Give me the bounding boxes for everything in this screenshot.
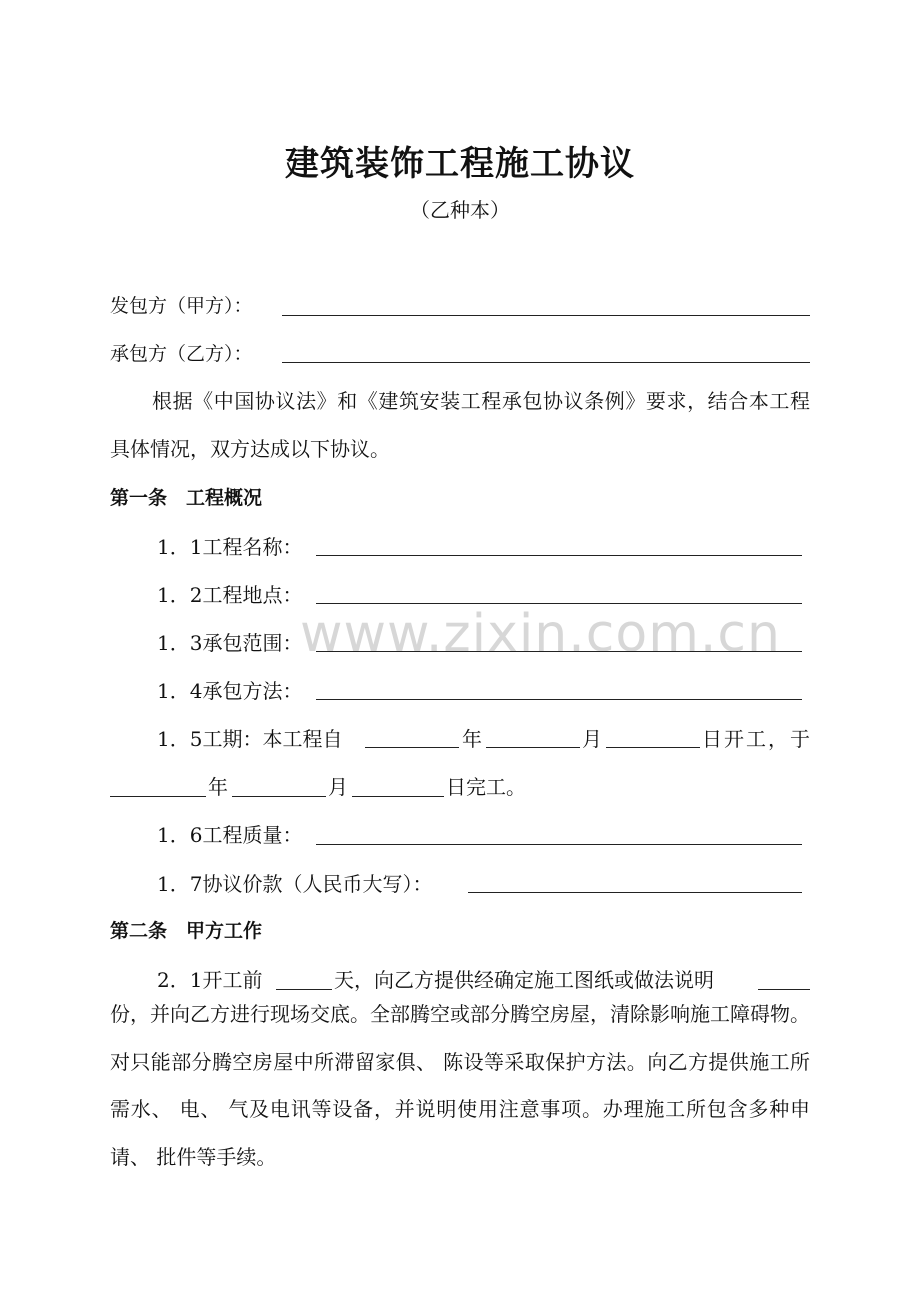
end-year-label: 年	[208, 775, 228, 799]
start-day-blank[interactable]	[606, 747, 700, 748]
party-a-label: 发包方（甲方）：	[110, 295, 253, 317]
section-1-heading: 第一条 工程概况	[110, 487, 263, 509]
project-location-blank[interactable]	[316, 603, 802, 604]
project-name-blank[interactable]	[316, 555, 802, 556]
start-month-label: 月	[582, 727, 602, 751]
period-prefix: 1．5工期：本工程自	[157, 727, 343, 751]
end-suffix: 日完工。	[446, 775, 526, 799]
start-year-blank[interactable]	[365, 747, 459, 748]
item-method-label: 1．4承包方法：	[157, 679, 303, 703]
end-month-label: 月	[328, 775, 348, 799]
item-project-location-label: 1．2工程地点：	[157, 583, 303, 607]
para-2-1-body: 份，并向乙方进行现场交底。全部腾空或部分腾空房屋，清除影响施工障碍物。对只能部分腾空房屋中所滞留家俱、 陈设等采取保护方法。向乙方提供施工所需水、 电、 气及电讯等设备，并说明使用注意事项。办理施工所包含多种申请、 批件等手续。	[110, 1002, 810, 1169]
copies-blank[interactable]	[758, 989, 810, 990]
para-2-1-mid: 天，向乙方提供经确定施工图纸或做法说明	[334, 968, 714, 992]
watermark: www.zixin.com.cn	[300, 604, 781, 664]
end-month-blank[interactable]	[232, 796, 326, 797]
section-2-heading: 第二条 甲方工作	[110, 920, 263, 942]
intro-paragraph: 根据《中国协议法》和《建筑安装工程承包协议条例》要求，结合本工程具体情况，双方达成以下协议。	[110, 389, 810, 461]
method-blank[interactable]	[316, 699, 802, 700]
item-scope-label: 1．3承包范围：	[157, 631, 303, 655]
para-2-1-prefix: 2．1开工前	[157, 968, 263, 992]
price-blank[interactable]	[468, 892, 802, 893]
item-price-label: 1．7协议价款（人民币大写）：	[157, 872, 433, 896]
scope-blank[interactable]	[316, 651, 802, 652]
start-month-blank[interactable]	[486, 747, 580, 748]
item-project-name-label: 1．1工程名称：	[157, 535, 303, 559]
party-b-blank[interactable]	[282, 362, 810, 363]
start-year-label: 年	[462, 727, 482, 751]
party-b-label: 承包方（乙方）：	[110, 343, 253, 365]
party-a-blank[interactable]	[282, 315, 810, 316]
document-title: 建筑装饰工程施工协议	[285, 144, 635, 184]
quality-blank[interactable]	[316, 844, 802, 845]
item-quality-label: 1．6工程质量：	[157, 823, 303, 847]
end-day-blank[interactable]	[352, 796, 444, 797]
document-subtitle: （乙种本）	[410, 198, 510, 222]
days-blank[interactable]	[276, 989, 332, 990]
end-year-blank[interactable]	[110, 796, 206, 797]
start-suffix: 日开工，于	[702, 727, 810, 751]
